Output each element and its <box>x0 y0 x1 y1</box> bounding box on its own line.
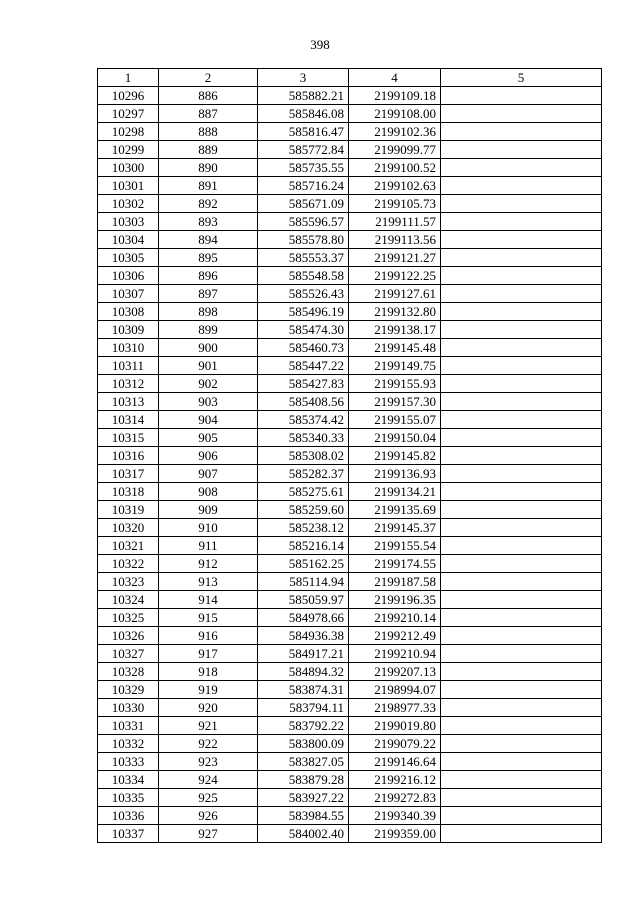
point-number-cell: 890 <box>159 159 258 177</box>
row-number-cell: 10321 <box>98 537 159 555</box>
y-coordinate-cell: 2199149.75 <box>349 357 441 375</box>
point-number-cell: 919 <box>159 681 258 699</box>
point-number-cell: 888 <box>159 123 258 141</box>
y-coordinate-cell: 2199136.93 <box>349 465 441 483</box>
notes-cell <box>441 87 602 105</box>
row-number-cell: 10297 <box>98 105 159 123</box>
notes-cell <box>441 339 602 357</box>
notes-cell <box>441 447 602 465</box>
x-coordinate-cell: 583927.22 <box>258 789 349 807</box>
x-coordinate-cell: 583792.22 <box>258 717 349 735</box>
point-number-cell: 908 <box>159 483 258 501</box>
point-number-cell: 904 <box>159 411 258 429</box>
notes-cell <box>441 393 602 411</box>
row-number-cell: 10325 <box>98 609 159 627</box>
x-coordinate-cell: 585578.80 <box>258 231 349 249</box>
row-number-cell: 10301 <box>98 177 159 195</box>
y-coordinate-cell: 2199102.63 <box>349 177 441 195</box>
y-coordinate-cell: 2199121.27 <box>349 249 441 267</box>
row-number-cell: 10320 <box>98 519 159 537</box>
y-coordinate-cell: 2199127.61 <box>349 285 441 303</box>
y-coordinate-cell: 2199079.22 <box>349 735 441 753</box>
notes-cell <box>441 159 602 177</box>
point-number-cell: 926 <box>159 807 258 825</box>
y-coordinate-cell: 2199100.52 <box>349 159 441 177</box>
x-coordinate-cell: 585772.84 <box>258 141 349 159</box>
row-number-cell: 10332 <box>98 735 159 753</box>
x-coordinate-cell: 585474.30 <box>258 321 349 339</box>
y-coordinate-cell: 2199145.37 <box>349 519 441 537</box>
point-number-cell: 896 <box>159 267 258 285</box>
row-number-cell: 10329 <box>98 681 159 699</box>
point-number-cell: 922 <box>159 735 258 753</box>
x-coordinate-cell: 583827.05 <box>258 753 349 771</box>
table-row <box>98 537 602 555</box>
table-row <box>98 789 602 807</box>
y-coordinate-cell: 2199135.69 <box>349 501 441 519</box>
y-coordinate-cell: 2199174.55 <box>349 555 441 573</box>
y-coordinate-cell: 2199212.49 <box>349 627 441 645</box>
y-coordinate-cell: 2199138.17 <box>349 321 441 339</box>
row-number-cell: 10302 <box>98 195 159 213</box>
notes-cell <box>441 303 602 321</box>
y-coordinate-cell: 2199102.36 <box>349 123 441 141</box>
row-number-cell: 10296 <box>98 87 159 105</box>
notes-cell <box>441 213 602 231</box>
notes-cell <box>441 429 602 447</box>
y-coordinate-cell: 2198977.33 <box>349 699 441 717</box>
row-number-cell: 10333 <box>98 753 159 771</box>
x-coordinate-cell: 583879.28 <box>258 771 349 789</box>
y-coordinate-cell: 2199157.30 <box>349 393 441 411</box>
y-coordinate-cell: 2199145.82 <box>349 447 441 465</box>
notes-cell <box>441 141 602 159</box>
y-coordinate-cell: 2199196.35 <box>349 591 441 609</box>
x-coordinate-cell: 584917.21 <box>258 645 349 663</box>
point-number-cell: 905 <box>159 429 258 447</box>
x-coordinate-cell: 585846.08 <box>258 105 349 123</box>
point-number-cell: 912 <box>159 555 258 573</box>
point-number-cell: 903 <box>159 393 258 411</box>
table-row <box>98 663 602 681</box>
table-row <box>98 249 602 267</box>
x-coordinate-cell: 585162.25 <box>258 555 349 573</box>
notes-cell <box>441 753 602 771</box>
y-coordinate-cell: 2199155.93 <box>349 375 441 393</box>
row-number-cell: 10323 <box>98 573 159 591</box>
row-number-cell: 10311 <box>98 357 159 375</box>
notes-cell <box>441 105 602 123</box>
row-number-cell: 10299 <box>98 141 159 159</box>
notes-cell <box>441 555 602 573</box>
notes-cell <box>441 807 602 825</box>
notes-cell <box>441 123 602 141</box>
row-number-cell: 10318 <box>98 483 159 501</box>
x-coordinate-cell: 585282.37 <box>258 465 349 483</box>
row-number-cell: 10313 <box>98 393 159 411</box>
x-coordinate-cell: 585816.47 <box>258 123 349 141</box>
table-row <box>98 411 602 429</box>
table-row <box>98 519 602 537</box>
y-coordinate-cell: 2199359.00 <box>349 825 441 843</box>
column-header-2: 2 <box>159 69 258 87</box>
notes-cell <box>441 465 602 483</box>
row-number-cell: 10309 <box>98 321 159 339</box>
notes-cell <box>441 789 602 807</box>
y-coordinate-cell: 2199216.12 <box>349 771 441 789</box>
row-number-cell: 10336 <box>98 807 159 825</box>
x-coordinate-cell: 583984.55 <box>258 807 349 825</box>
table-row <box>98 591 602 609</box>
notes-cell <box>441 483 602 501</box>
page-number: 398 <box>310 37 330 52</box>
table-row <box>98 267 602 285</box>
x-coordinate-cell: 585308.02 <box>258 447 349 465</box>
row-number-cell: 10310 <box>98 339 159 357</box>
notes-cell <box>441 627 602 645</box>
table-row <box>98 753 602 771</box>
row-number-cell: 10326 <box>98 627 159 645</box>
x-coordinate-cell: 583794.11 <box>258 699 349 717</box>
x-coordinate-cell: 585374.42 <box>258 411 349 429</box>
table-row <box>98 699 602 717</box>
x-coordinate-cell: 584894.32 <box>258 663 349 681</box>
x-coordinate-cell: 584978.66 <box>258 609 349 627</box>
point-number-cell: 886 <box>159 87 258 105</box>
y-coordinate-cell: 2199272.83 <box>349 789 441 807</box>
row-number-cell: 10298 <box>98 123 159 141</box>
y-coordinate-cell: 2199155.54 <box>349 537 441 555</box>
row-number-cell: 10335 <box>98 789 159 807</box>
row-number-cell: 10315 <box>98 429 159 447</box>
x-coordinate-cell: 585882.21 <box>258 87 349 105</box>
y-coordinate-cell: 2199122.25 <box>349 267 441 285</box>
row-number-cell: 10331 <box>98 717 159 735</box>
table-row <box>98 177 602 195</box>
y-coordinate-cell: 2199108.00 <box>349 105 441 123</box>
table-row <box>98 195 602 213</box>
table-row <box>98 627 602 645</box>
row-number-cell: 10327 <box>98 645 159 663</box>
x-coordinate-cell: 585447.22 <box>258 357 349 375</box>
table-row <box>98 393 602 411</box>
y-coordinate-cell: 2199207.13 <box>349 663 441 681</box>
table-row <box>98 483 602 501</box>
y-coordinate-cell: 2199210.94 <box>349 645 441 663</box>
table-row <box>98 141 602 159</box>
row-number-cell: 10337 <box>98 825 159 843</box>
notes-cell <box>441 411 602 429</box>
row-number-cell: 10324 <box>98 591 159 609</box>
y-coordinate-cell: 2199155.07 <box>349 411 441 429</box>
row-number-cell: 10306 <box>98 267 159 285</box>
x-coordinate-cell: 585526.43 <box>258 285 349 303</box>
notes-cell <box>441 663 602 681</box>
x-coordinate-cell: 585496.19 <box>258 303 349 321</box>
y-coordinate-cell: 2199150.04 <box>349 429 441 447</box>
x-coordinate-cell: 585259.60 <box>258 501 349 519</box>
table-row <box>98 105 602 123</box>
x-coordinate-cell: 585238.12 <box>258 519 349 537</box>
notes-cell <box>441 321 602 339</box>
notes-cell <box>441 267 602 285</box>
point-number-cell: 892 <box>159 195 258 213</box>
point-number-cell: 889 <box>159 141 258 159</box>
y-coordinate-cell: 2199109.18 <box>349 87 441 105</box>
column-header-1: 1 <box>98 69 159 87</box>
notes-cell <box>441 537 602 555</box>
point-number-cell: 927 <box>159 825 258 843</box>
row-number-cell: 10305 <box>98 249 159 267</box>
table-row <box>98 285 602 303</box>
point-number-cell: 898 <box>159 303 258 321</box>
table-row <box>98 321 602 339</box>
row-number-cell: 10312 <box>98 375 159 393</box>
table-row <box>98 357 602 375</box>
table-row <box>98 681 602 699</box>
notes-cell <box>441 735 602 753</box>
table-header <box>98 69 602 87</box>
row-number-cell: 10317 <box>98 465 159 483</box>
x-coordinate-cell: 585548.58 <box>258 267 349 285</box>
x-coordinate-cell: 585340.33 <box>258 429 349 447</box>
point-number-cell: 914 <box>159 591 258 609</box>
x-coordinate-cell: 585596.57 <box>258 213 349 231</box>
table-body <box>98 87 602 843</box>
point-number-cell: 910 <box>159 519 258 537</box>
x-coordinate-cell: 584002.40 <box>258 825 349 843</box>
point-number-cell: 918 <box>159 663 258 681</box>
column-header-4: 4 <box>349 69 441 87</box>
y-coordinate-cell: 2198994.07 <box>349 681 441 699</box>
table-row <box>98 303 602 321</box>
table-row <box>98 645 602 663</box>
y-coordinate-cell: 2199111.57 <box>349 213 441 231</box>
notes-cell <box>441 177 602 195</box>
point-number-cell: 921 <box>159 717 258 735</box>
point-number-cell: 915 <box>159 609 258 627</box>
row-number-cell: 10307 <box>98 285 159 303</box>
notes-cell <box>441 231 602 249</box>
table-row <box>98 573 602 591</box>
table-row <box>98 501 602 519</box>
table-row <box>98 735 602 753</box>
table-row <box>98 825 602 843</box>
x-coordinate-cell: 585408.56 <box>258 393 349 411</box>
x-coordinate-cell: 585553.37 <box>258 249 349 267</box>
notes-cell <box>441 609 602 627</box>
notes-cell <box>441 501 602 519</box>
point-number-cell: 893 <box>159 213 258 231</box>
row-number-cell: 10314 <box>98 411 159 429</box>
row-number-cell: 10334 <box>98 771 159 789</box>
notes-cell <box>441 573 602 591</box>
x-coordinate-cell: 585427.83 <box>258 375 349 393</box>
table-row <box>98 429 602 447</box>
table-row <box>98 807 602 825</box>
notes-cell <box>441 699 602 717</box>
x-coordinate-cell: 585216.14 <box>258 537 349 555</box>
x-coordinate-cell: 585059.97 <box>258 591 349 609</box>
table-row <box>98 87 602 105</box>
table-row <box>98 375 602 393</box>
notes-cell <box>441 717 602 735</box>
table-row <box>98 213 602 231</box>
point-number-cell: 887 <box>159 105 258 123</box>
table-row <box>98 465 602 483</box>
y-coordinate-cell: 2199113.56 <box>349 231 441 249</box>
point-number-cell: 901 <box>159 357 258 375</box>
point-number-cell: 894 <box>159 231 258 249</box>
x-coordinate-cell: 585671.09 <box>258 195 349 213</box>
y-coordinate-cell: 2199187.58 <box>349 573 441 591</box>
point-number-cell: 900 <box>159 339 258 357</box>
point-number-cell: 897 <box>159 285 258 303</box>
point-number-cell: 925 <box>159 789 258 807</box>
table-row <box>98 717 602 735</box>
y-coordinate-cell: 2199210.14 <box>349 609 441 627</box>
point-number-cell: 906 <box>159 447 258 465</box>
x-coordinate-cell: 585460.73 <box>258 339 349 357</box>
row-number-cell: 10308 <box>98 303 159 321</box>
coordinates-table <box>97 68 602 843</box>
x-coordinate-cell: 584936.38 <box>258 627 349 645</box>
table-row <box>98 447 602 465</box>
point-number-cell: 917 <box>159 645 258 663</box>
y-coordinate-cell: 2199105.73 <box>349 195 441 213</box>
point-number-cell: 907 <box>159 465 258 483</box>
notes-cell <box>441 195 602 213</box>
notes-cell <box>441 285 602 303</box>
notes-cell <box>441 771 602 789</box>
row-number-cell: 10300 <box>98 159 159 177</box>
table-row <box>98 339 602 357</box>
row-number-cell: 10303 <box>98 213 159 231</box>
row-number-cell: 10304 <box>98 231 159 249</box>
table-row <box>98 159 602 177</box>
point-number-cell: 895 <box>159 249 258 267</box>
point-number-cell: 916 <box>159 627 258 645</box>
row-number-cell: 10319 <box>98 501 159 519</box>
y-coordinate-cell: 2199099.77 <box>349 141 441 159</box>
y-coordinate-cell: 2199146.64 <box>349 753 441 771</box>
point-number-cell: 899 <box>159 321 258 339</box>
point-number-cell: 902 <box>159 375 258 393</box>
notes-cell <box>441 375 602 393</box>
table-row <box>98 123 602 141</box>
notes-cell <box>441 519 602 537</box>
column-header-3: 3 <box>258 69 349 87</box>
notes-cell <box>441 249 602 267</box>
point-number-cell: 909 <box>159 501 258 519</box>
row-number-cell: 10322 <box>98 555 159 573</box>
table-row <box>98 771 602 789</box>
point-number-cell: 913 <box>159 573 258 591</box>
point-number-cell: 911 <box>159 537 258 555</box>
x-coordinate-cell: 583874.31 <box>258 681 349 699</box>
notes-cell <box>441 681 602 699</box>
point-number-cell: 891 <box>159 177 258 195</box>
x-coordinate-cell: 585114.94 <box>258 573 349 591</box>
point-number-cell: 923 <box>159 753 258 771</box>
y-coordinate-cell: 2199134.21 <box>349 483 441 501</box>
table-row <box>98 555 602 573</box>
y-coordinate-cell: 2199132.80 <box>349 303 441 321</box>
table-row <box>98 231 602 249</box>
x-coordinate-cell: 585275.61 <box>258 483 349 501</box>
notes-cell <box>441 825 602 843</box>
row-number-cell: 10316 <box>98 447 159 465</box>
row-number-cell: 10330 <box>98 699 159 717</box>
row-number-cell: 10328 <box>98 663 159 681</box>
notes-cell <box>441 591 602 609</box>
notes-cell <box>441 645 602 663</box>
y-coordinate-cell: 2199340.39 <box>349 807 441 825</box>
y-coordinate-cell: 2199019.80 <box>349 717 441 735</box>
point-number-cell: 924 <box>159 771 258 789</box>
header-row <box>98 69 602 87</box>
notes-cell <box>441 357 602 375</box>
y-coordinate-cell: 2199145.48 <box>349 339 441 357</box>
column-header-5: 5 <box>441 69 602 87</box>
x-coordinate-cell: 583800.09 <box>258 735 349 753</box>
point-number-cell: 920 <box>159 699 258 717</box>
x-coordinate-cell: 585716.24 <box>258 177 349 195</box>
x-coordinate-cell: 585735.55 <box>258 159 349 177</box>
table-row <box>98 609 602 627</box>
